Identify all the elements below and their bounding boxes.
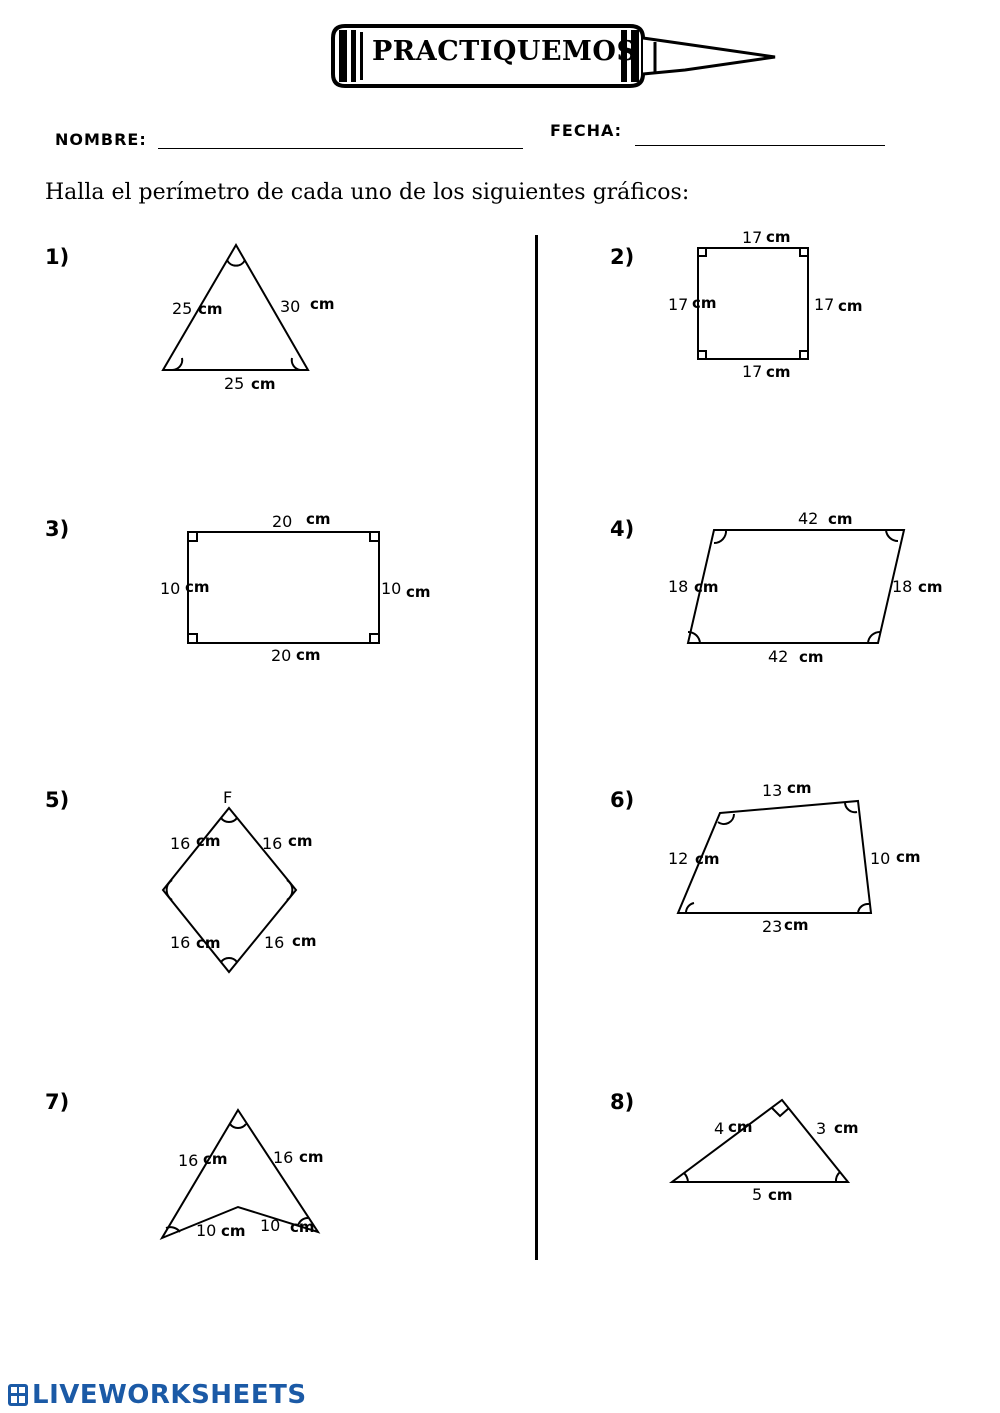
fig6-left-unit: cm xyxy=(695,850,720,868)
footer-brand[interactable]: LIVEWORKSHEETS xyxy=(32,1380,307,1410)
fig3-left-unit: cm xyxy=(185,578,210,596)
fig3-top-value: 20 xyxy=(272,512,293,531)
fig5-br-unit: cm xyxy=(292,932,317,950)
problem-number-6: 6) xyxy=(610,788,635,812)
fig2-left-unit: cm xyxy=(692,294,717,312)
fig6-left-value: 12 xyxy=(668,849,689,868)
fig4-left-unit: cm xyxy=(694,578,719,596)
fig5-bl-value: 16 xyxy=(170,933,191,952)
problem-number-8: 8) xyxy=(610,1090,635,1114)
problem-number-7: 7) xyxy=(45,1090,70,1114)
fig8-left-value: 4 xyxy=(714,1119,725,1138)
problem-number-4: 4) xyxy=(610,517,635,541)
fig2-right-unit: cm xyxy=(838,297,863,315)
fig3-left-value: 10 xyxy=(160,579,181,598)
fig2-top-value: 17 xyxy=(742,228,763,247)
fig7-br-value: 10 xyxy=(260,1216,281,1235)
fig4-bottom-value: 42 xyxy=(768,647,789,666)
date-label: FECHA: xyxy=(550,121,623,140)
fig4-right-unit: cm xyxy=(918,578,943,596)
fig2-bottom-value: 17 xyxy=(742,362,763,381)
fig1-left-unit: cm xyxy=(198,300,223,318)
fig7-left-value: 16 xyxy=(178,1151,199,1170)
fig1-right-unit: cm xyxy=(310,295,335,313)
fig3-right-value: 10 xyxy=(381,579,402,598)
right-triangle-8 xyxy=(672,1100,848,1182)
fig2-bottom-unit: cm xyxy=(766,363,791,381)
fig8-left-unit: cm xyxy=(728,1118,753,1136)
fig7-left-unit: cm xyxy=(203,1150,228,1168)
fig4-left-value: 18 xyxy=(668,577,689,596)
problem-number-5: 5) xyxy=(45,788,70,812)
fig3-bottom-unit: cm xyxy=(296,646,321,664)
fig6-right-value: 10 xyxy=(870,849,891,868)
fig4-top-unit: cm xyxy=(828,510,853,528)
fig1-right-value: 30 xyxy=(280,297,301,316)
rhombus-vertex-label: F xyxy=(223,788,233,807)
fig6-right-unit: cm xyxy=(896,848,921,866)
fig3-right-unit: cm xyxy=(406,583,431,601)
fig6-bottom-value: 23 xyxy=(762,917,783,936)
fig4-bottom-unit: cm xyxy=(799,648,824,666)
fig5-bl-unit: cm xyxy=(196,934,221,952)
fig7-bl-unit: cm xyxy=(221,1222,246,1240)
fig3-top-unit: cm xyxy=(306,510,331,528)
fig1-left-value: 25 xyxy=(172,299,193,318)
parallelogram-4 xyxy=(688,530,904,643)
fig6-top-value: 13 xyxy=(762,781,783,800)
liveworksheets-logo-icon xyxy=(8,1384,28,1406)
fig5-tl-value: 16 xyxy=(170,834,191,853)
fig7-bl-value: 10 xyxy=(196,1221,217,1240)
fig8-bottom-value: 5 xyxy=(752,1185,763,1204)
rectangle-3 xyxy=(188,532,379,643)
fig7-right-unit: cm xyxy=(299,1148,324,1166)
fig5-br-value: 16 xyxy=(264,933,285,952)
instruction-text: Halla el perímetro de cada uno de los siguientes gráficos: xyxy=(45,180,690,205)
fig1-bottom-unit: cm xyxy=(251,375,276,393)
fig8-right-unit: cm xyxy=(834,1119,859,1137)
fig5-tr-value: 16 xyxy=(262,834,283,853)
fig6-bottom-unit: cm xyxy=(784,916,809,934)
fig2-right-value: 17 xyxy=(814,295,835,314)
page-title: PRACTIQUEMOS xyxy=(372,36,637,67)
fig8-bottom-unit: cm xyxy=(768,1186,793,1204)
fig4-top-value: 42 xyxy=(798,509,819,528)
fig4-right-value: 18 xyxy=(892,577,913,596)
fig2-left-value: 17 xyxy=(668,295,689,314)
fig2-top-unit: cm xyxy=(766,228,791,246)
problem-number-3: 3) xyxy=(45,517,70,541)
problem-number-1: 1) xyxy=(45,245,70,269)
fig6-top-unit: cm xyxy=(787,779,812,797)
fig3-bottom-value: 20 xyxy=(271,646,292,665)
fig5-tr-unit: cm xyxy=(288,832,313,850)
problem-number-2: 2) xyxy=(610,245,635,269)
name-label: NOMBRE: xyxy=(55,130,147,149)
fig1-bottom-value: 25 xyxy=(224,374,245,393)
fig7-br-unit: cm xyxy=(290,1218,315,1236)
fig7-right-value: 16 xyxy=(273,1148,294,1167)
fig8-right-value: 3 xyxy=(816,1119,827,1138)
fig5-tl-unit: cm xyxy=(196,832,221,850)
